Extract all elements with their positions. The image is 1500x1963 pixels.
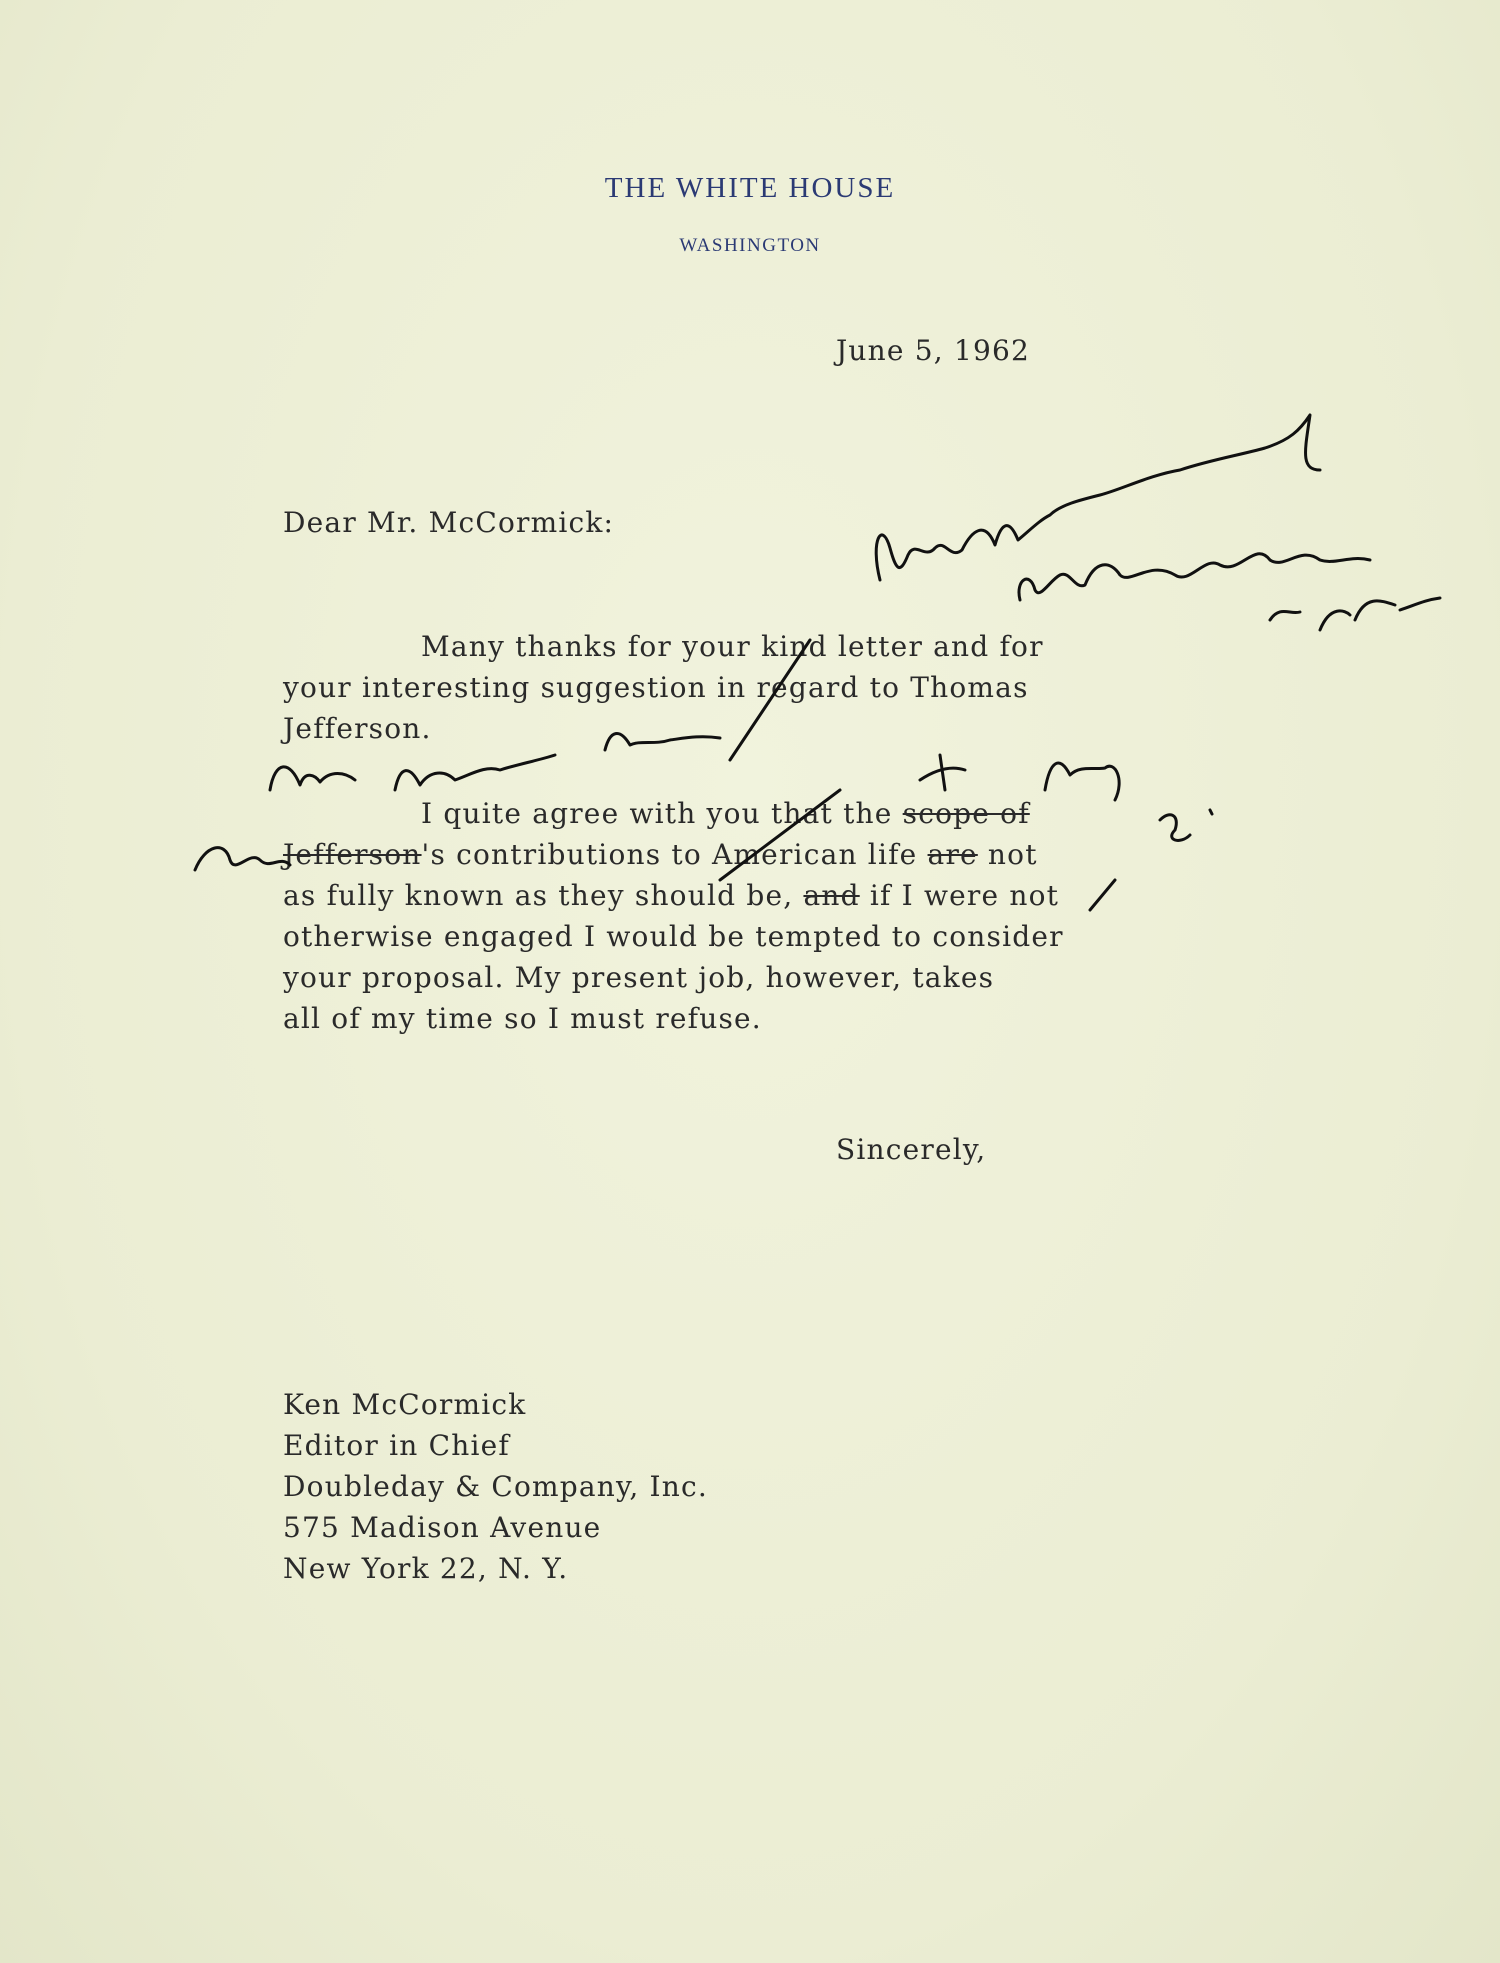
struck-text: Jefferson (283, 838, 422, 871)
annotation-margin-top-3 (1270, 598, 1440, 630)
paragraph-2-text: I quite agree with you that the (421, 797, 903, 830)
paragraph-1-line: Jefferson. (283, 712, 432, 745)
caret-mark (1160, 810, 1212, 840)
annotation-margin-top-2 (1019, 554, 1370, 600)
salutation: Dear Mr. McCormick: (283, 506, 615, 539)
annotation-edit-line-1 (270, 734, 720, 790)
address-line: New York 22, N. Y. (283, 1552, 569, 1585)
letterhead-subtitle: WASHINGTON (679, 235, 821, 256)
paragraph-2-text: as fully known as they should be, (283, 879, 804, 912)
address-line: Doubleday & Company, Inc. (283, 1470, 709, 1503)
address-line: Editor in Chief (283, 1429, 510, 1462)
closing: Sincerely, (836, 1133, 987, 1166)
letterhead-title: THE WHITE HOUSE (604, 172, 896, 204)
edit-slash-2 (720, 790, 840, 880)
annotation-edit-line-3 (195, 848, 290, 870)
annotation-edit-line-2 (920, 755, 1119, 800)
paragraph-2-line: otherwise engaged I would be tempted to consider (283, 920, 1064, 953)
struck-text: scope of (902, 797, 1030, 830)
paragraph-1-line: Many thanks for your kind letter and for (421, 630, 1044, 663)
edit-slash-3 (1090, 880, 1115, 910)
address-line: 575 Madison Avenue (283, 1511, 602, 1544)
paragraph-2-text: 's contributions to American life (421, 838, 928, 871)
letter-date: June 5, 1962 (836, 334, 1031, 367)
paragraph-2-text: not (977, 838, 1038, 871)
struck-text: and (803, 879, 860, 912)
edit-slash-1 (730, 640, 810, 760)
paragraph-1-line: your interesting suggestion in regard to Thomas (283, 671, 1029, 704)
address-line: Ken McCormick (283, 1388, 527, 1421)
struck-text: are (927, 838, 978, 871)
paragraph-2-line: all of my time so I must refuse. (283, 1002, 762, 1035)
paragraph-2-line: your proposal. My present job, however, takes (283, 961, 995, 994)
paragraph-2-text: if I were not (859, 879, 1060, 912)
